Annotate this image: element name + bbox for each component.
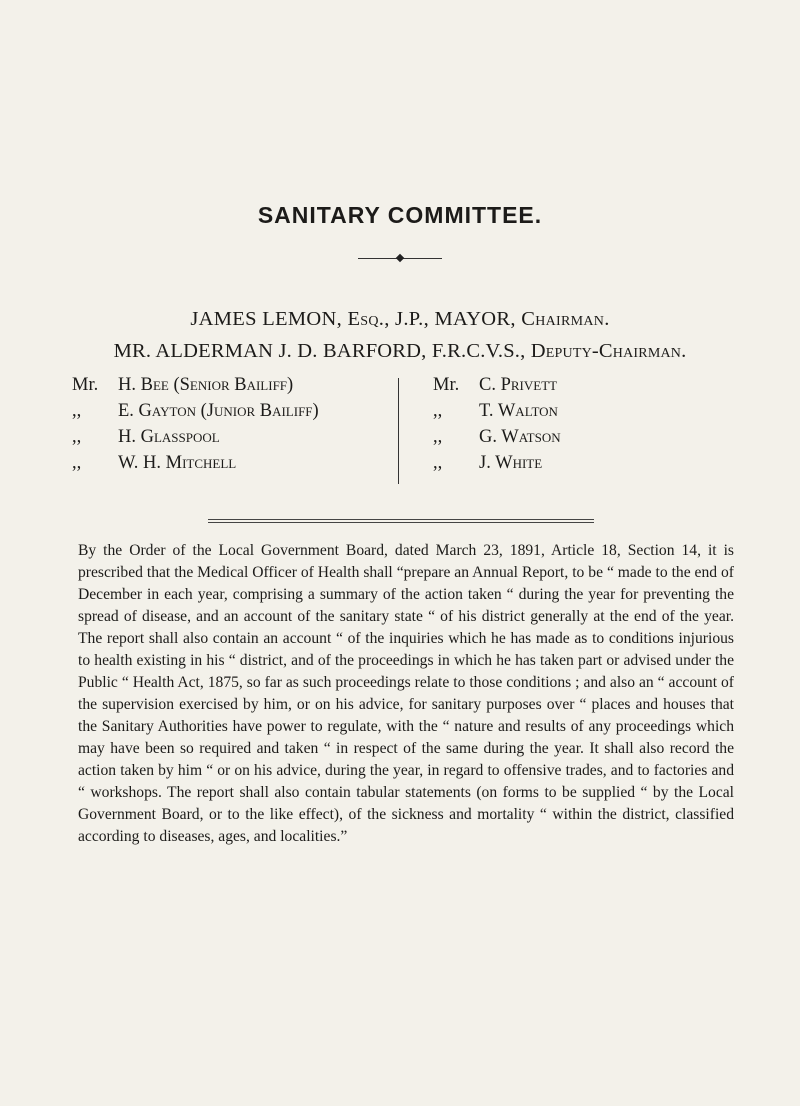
member-row	[433, 450, 561, 476]
member-name: J. White	[479, 453, 543, 473]
page-title: SANITARY COMMITTEE.	[257, 202, 543, 228]
member-prefix: Mr.	[433, 375, 460, 395]
member-name: E. Gayton (Junior Bailiff)	[118, 401, 319, 421]
member-row	[433, 372, 561, 398]
member-prefix: ,,	[72, 453, 82, 473]
member-row	[72, 424, 319, 450]
member-name: H. Bee (Senior Bailiff)	[118, 375, 294, 395]
members-right-column	[433, 372, 561, 476]
report-requirement-paragraph	[78, 540, 734, 848]
member-prefix: ,,	[433, 427, 443, 447]
double-rule-bottom	[208, 522, 594, 523]
double-rule-top	[208, 519, 594, 520]
member-prefix: Mr.	[72, 375, 99, 395]
member-row	[72, 398, 319, 424]
member-name: W. H. Mitchell	[118, 453, 237, 473]
member-prefix: ,,	[433, 401, 443, 421]
member-name: T. Walton	[479, 401, 558, 421]
member-prefix: ,,	[72, 427, 82, 447]
member-name: H. Glasspool	[118, 427, 220, 447]
member-row	[72, 372, 319, 398]
member-name: C. Privett	[479, 375, 558, 395]
diamond-icon	[396, 254, 404, 262]
diamond-ornament-divider	[358, 254, 442, 264]
member-row	[72, 450, 319, 476]
chairman-line: JAMES LEMON, Esq., J.P., MAYOR, Chairman.	[190, 308, 610, 330]
members-left-column	[72, 372, 319, 476]
column-divider	[398, 378, 399, 484]
member-prefix: ,,	[72, 401, 82, 421]
member-row	[433, 398, 561, 424]
member-row	[433, 424, 561, 450]
deputy-chairman-line: MR. ALDERMAN J. D. BARFORD, F.R.C.V.S., Deputy-Chairman.	[113, 340, 687, 362]
member-prefix: ,,	[433, 453, 443, 473]
member-name: G. Watson	[479, 427, 561, 447]
paragraph-text: By the Order of the Local Government Board, dated March 23, 1891, Article 18, Section 14, it is prescribed that the Medical Officer of Health shall “prepare an Annual Report, to be “ made to the end of December in each year, comprising a summary of the action taken “ during the year for preventing the spread of disease, and an account of the sanitary state “ of his district generally at the end of the year. The report shall also contain an account “ of the inquiries which he has made as to conditions injurious to health existing in his “ district, and of the proceedings in which he has taken part or advised under the Public “ Health Act, 1875, so far as such proceedings relate to those conditions ; and also an “ account of the supervision exercised by him, or on his advice, for sanitary purposes over “ places and houses that the Sanitary Authorities have power to regulate, with the “ nature and results of any proceedings which may have been so required and taken “ in respect of the same during the year. It shall also record the action taken by him “ or on his advice, during the year, in regard to offensive trades, and to factories and “ workshops. The report shall also contain tabular statements (on forms to be supplied “ by the Local Government Board, or to the like effect), of the sickness and mortality “ within the district, classified according to diseases, ages, and localities.”	[78, 542, 734, 845]
